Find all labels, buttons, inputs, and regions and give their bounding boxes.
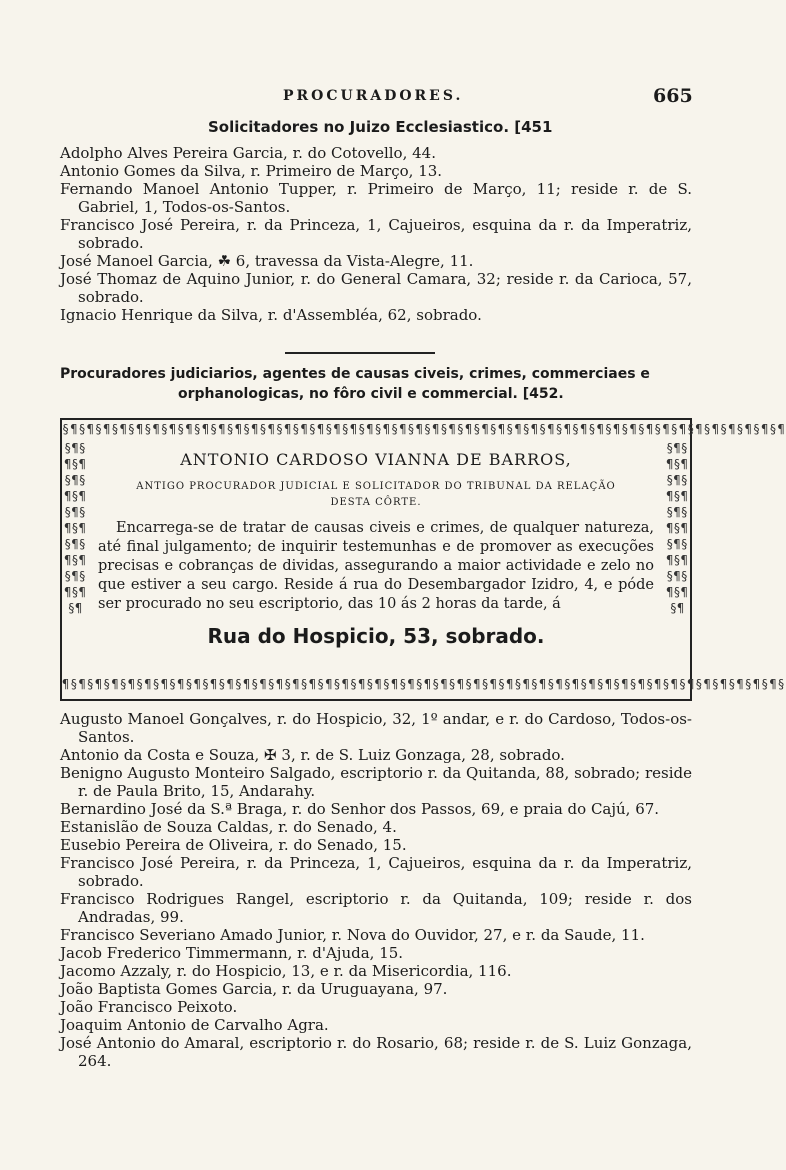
list-item: José Manoel Garcia, ☘ 6, travessa da Vista-Alegre, 11. bbox=[60, 252, 474, 270]
list-item: Bernardino José da S.ª Braga, r. do Senhor dos Passos, 69, e praia do Cajú, 67. bbox=[60, 800, 660, 818]
list-item: Francisco José Pereira, r. da Princeza, 1, Cajueiros, esquina da r. da Imperatriz, sobrado. bbox=[60, 854, 692, 890]
list-item: Francisco Severiano Amado Junior, r. Nova do Ouvidor, 27, e r. da Saude, 11. bbox=[60, 926, 645, 944]
list-item: Jacob Frederico Timmermann, r. d'Ajuda, 15. bbox=[60, 944, 404, 962]
page-header bbox=[0, 85, 746, 112]
ornament-border-left: §¶§¶§¶§¶§¶§¶§¶§¶§¶§¶§¶§¶§¶§¶§¶§¶ bbox=[64, 441, 86, 615]
ornament-border-right: §¶§¶§¶§¶§¶§¶§¶§¶§¶§¶§¶§¶§¶§¶§¶§¶ bbox=[666, 441, 688, 615]
advertiser-title-line2: DESTA CÔRTE. bbox=[330, 497, 422, 508]
advertisement-box bbox=[60, 418, 786, 701]
advertisement-content bbox=[98, 450, 654, 648]
list-item: Francisco José Pereira, r. da Princeza, 1, Cajueiros, esquina da r. da Imperatriz, sobrado. bbox=[60, 216, 692, 252]
list-item: José Antonio do Amaral, escriptorio r. do Rosario, 68; reside r. de S. Luiz Gonzaga, 264. bbox=[60, 1034, 692, 1070]
list-item: Benigno Augusto Monteiro Salgado, escriptorio r. da Quitanda, 88, sobrado; reside r. de Paula Brito, 15, Andarahy. bbox=[60, 764, 692, 800]
section-heading-452-line1: Procuradores judiciarios, agentes de causas civeis, crimes, commerciaes e bbox=[60, 366, 650, 382]
running-title: PROCURADORES. bbox=[283, 88, 464, 104]
advertiser-title-line1: ANTIGO PROCURADOR JUDICIAL E SOLICITADOR DO TRIBUNAL DA RELAÇÃO bbox=[136, 481, 616, 492]
list-item: Antonio Gomes da Silva, r. Primeiro de Março, 13. bbox=[60, 162, 443, 180]
advertiser-title bbox=[98, 479, 654, 511]
section-452-list bbox=[60, 710, 692, 1070]
list-item: Antonio da Costa e Souza, ✠ 3, r. de S. Luiz Gonzaga, 28, sobrado. bbox=[60, 746, 565, 764]
advertiser-name: ANTONIO CARDOSO VIANNA DE BARROS, bbox=[180, 450, 572, 469]
page-number: 665 bbox=[653, 85, 693, 107]
list-item: Estanislão de Souza Caldas, r. do Senado, 4. bbox=[60, 818, 397, 836]
advertisement-address: Rua do Hospicio, 53, sobrado. bbox=[207, 624, 545, 648]
section-divider bbox=[285, 352, 435, 354]
list-item: João Francisco Peixoto. bbox=[60, 998, 238, 1016]
section-451-list bbox=[60, 144, 692, 324]
section-heading-451: Solicitadores no Juizo Ecclesiastico. [451 bbox=[208, 118, 553, 136]
ornament-border-top: §¶§¶§¶§¶§¶§¶§¶§¶§¶§¶§¶§¶§¶§¶§¶§¶§¶§¶§¶§¶§¶§¶§¶§¶§¶§¶§¶§¶§¶§¶§¶§¶§¶§¶§¶§¶§¶§¶§¶§¶§¶§¶§¶§¶ bbox=[62, 422, 786, 436]
list-item: Ignacio Henrique da Silva, r. d'Assembléa, 62, sobrado. bbox=[60, 306, 482, 324]
list-item: Adolpho Alves Pereira Garcia, r. do Cotovello, 44. bbox=[60, 144, 436, 162]
list-item: José Thomaz de Aquino Junior, r. do General Camara, 32; reside r. da Carioca, 57, sobrado. bbox=[60, 270, 692, 306]
list-item: Fernando Manoel Antonio Tupper, r. Primeiro de Março, 11; reside r. de S. Gabriel, 1, Todos-os-Santos. bbox=[60, 180, 692, 216]
advertisement-body: Encarrega-se de tratar de causas civeis e crimes, de qualquer natureza, até final julgamento; de inquirir testemunhas e de promover as execuções precisas e cobranças de dividas, assegurando a maior actividade e zelo no que estiver a seu cargo. Reside á rua do Desembargador Izidro, 4, e póde ser procurado no seu escriptorio, das 10 ás 2 horas da tarde, á bbox=[98, 520, 654, 612]
list-item: Jacomo Azzaly, r. do Hospicio, 13, e r. da Misericordia, 116. bbox=[60, 962, 512, 980]
list-item: Augusto Manoel Gonçalves, r. do Hospicio, 32, 1º andar, e r. do Cardoso, Todos-os-Santos. bbox=[60, 710, 692, 746]
list-item: Francisco Rodrigues Rangel, escriptorio r. da Quitanda, 109; reside r. dos Andradas, 99. bbox=[60, 890, 692, 926]
list-item: Joaquim Antonio de Carvalho Agra. bbox=[60, 1016, 329, 1034]
list-item: João Baptista Gomes Garcia, r. da Uruguayana, 97. bbox=[60, 980, 448, 998]
section-heading-452-line2: orphanologicas, no fôro civil e commercial. [452. bbox=[178, 386, 564, 402]
ornament-border-bottom: ¶§¶§¶§¶§¶§¶§¶§¶§¶§¶§¶§¶§¶§¶§¶§¶§¶§¶§¶§¶§¶§¶§¶§¶§¶§¶§¶§¶§¶§¶§¶§¶§¶§¶§¶§¶§¶§¶§¶§¶§¶§¶§¶§¶§ bbox=[62, 677, 786, 691]
list-item: Eusebio Pereira de Oliveira, r. do Senado, 15. bbox=[60, 836, 407, 854]
